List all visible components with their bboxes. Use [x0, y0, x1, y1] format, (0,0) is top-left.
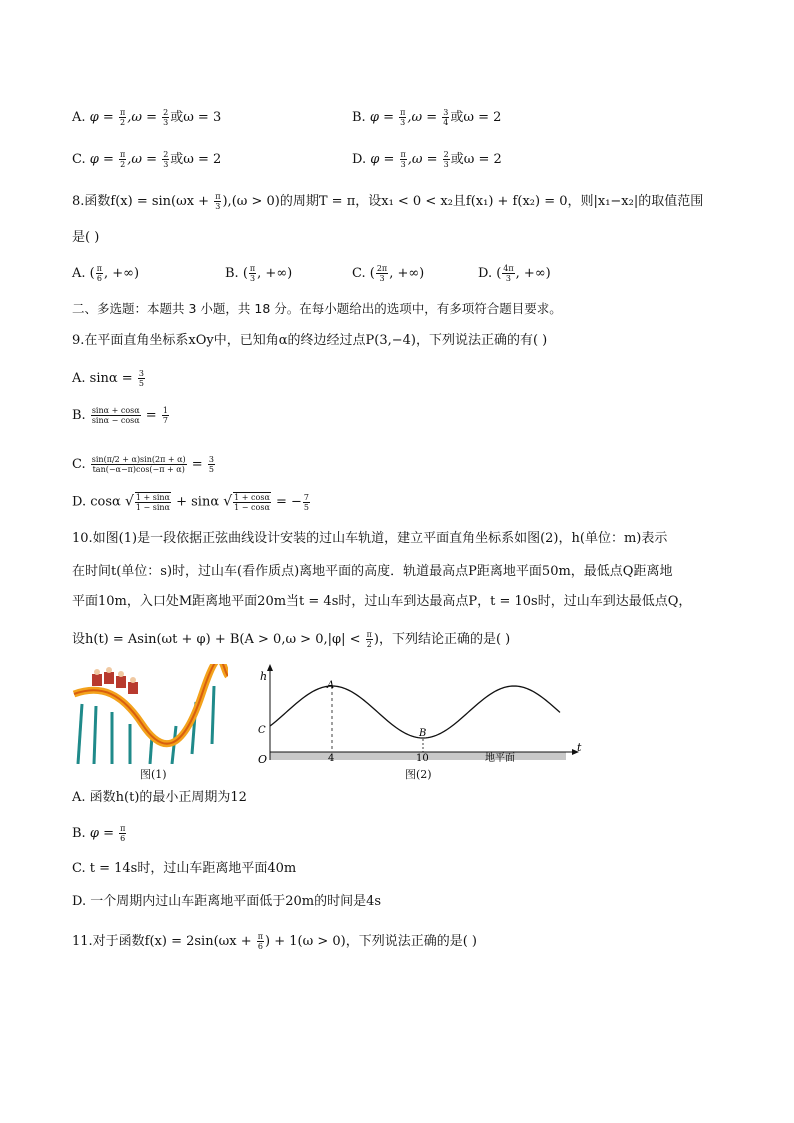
q8-stem-cont: 是( )	[72, 230, 100, 245]
section-heading-multi-choice: 二、多选题：本题共 3 小题，共 18 分。在每小题给出的选项中，有多项符合题目要求。	[72, 301, 562, 316]
sinusoid-graph	[250, 660, 590, 768]
q10-option-c: C. t = 14s时，过山车距离地平面40m	[72, 861, 297, 876]
h-axis-arrow	[267, 664, 273, 671]
q10-stem-line1: 10.如图(1)是一段依据正弦曲线设计安装的过山车轨道，建立平面直角坐标系如图(2)，h(单位：m)表示	[72, 531, 668, 546]
q10-stem-line2: 在时间t(单位：s)时，过山车(看作质点)离地平面的高度．轨道最高点P距离地平面50m，最低点Q距离地	[72, 564, 673, 579]
q9-stem: 9.在平面直角坐标系xOy中，已知角α的终边经过点P(3,−4)，下列说法正确的有( )	[72, 333, 548, 348]
q7-option-d: D. φ = $\frac{\pi}{3}$ ,ω = $\frac{2}{3}$ 或ω = 2	[352, 150, 502, 169]
point-a-label: A	[327, 680, 335, 691]
q9-option-c: C. $\frac{\sin(\pi/2 + \alpha)\sin(2\pi + \alpha)}{\tan(-\alpha-\pi)\cos(-\pi + \alpha)}$ = $\frac{3}{5}$	[72, 455, 214, 474]
q10-option-a: A. 函数h(t)的最小正周期为12	[72, 790, 247, 805]
origin-label: O	[258, 753, 268, 766]
ground-label: 地平面	[485, 753, 515, 764]
fig1-caption: 图(1)	[140, 768, 167, 781]
q11-stem: 11.对于函数f(x) = 2sin(ωx + $\frac{\pi}{6}$ ) + 1(ω > 0)，下列说法正确的是( )	[72, 932, 477, 951]
q7-option-c: C. φ = $\frac{\pi}{2}$ ,ω = $\frac{2}{3}$ 或ω = 2	[72, 150, 222, 169]
q8-option-c: C. ( $\frac{2\pi}{3}$ , +∞)	[352, 264, 425, 283]
sine-curve	[270, 686, 560, 738]
q10-option-d: D. 一个周期内过山车距离地平面低于20m的时间是4s	[72, 894, 382, 909]
tick-label-10: 10	[416, 753, 429, 764]
q9-option-d: D. cosα √ $\frac{1 + \sin\alpha}{1 - \sin\alpha}$ + sinα √ $\frac{1 + \cos\alpha}{1 - \cos\alpha}$ = − $\frac{7}{5}$	[72, 492, 310, 512]
q7-option-a: A. φ = $\frac{\pi}{2}$ ,ω = $\frac{2}{3}$ 或ω = 3	[72, 108, 222, 127]
point-c-label: C	[258, 725, 266, 736]
q8-option-a: A. ( $\frac{\pi}{6}$ , +∞)	[72, 264, 140, 283]
q9-option-b: B. $\frac{\sin\alpha + \cos\alpha}{\sin\alpha - \cos\alpha}$ = $\frac{1}{7}$	[72, 406, 168, 425]
q10-stem-line3: 平面10m，入口处M距离地平面20m当t = 4s时，过山车到达最高点P，t = 10s时，过山车到达最低点Q，	[72, 594, 692, 609]
tick-label-4: 4	[328, 753, 335, 764]
q10-stem-line4: 设h(t) = Asin(ωt + φ) + B(A > 0,ω > 0,|φ| < $\frac{\pi}{2}$ )，下列结论正确的是( )	[72, 630, 511, 649]
roller-coaster-photo	[72, 664, 228, 764]
q10-option-b: B. φ = $\frac{\pi}{6}$	[72, 824, 126, 843]
q8-option-b: B. ( $\frac{\pi}{3}$ , +∞)	[225, 264, 293, 283]
h-axis-label: h	[260, 670, 268, 683]
q7-option-b: B. φ = $\frac{\pi}{3}$ ,ω = $\frac{3}{4}$ 或ω = 2	[352, 108, 502, 127]
q9-option-a: A. sinα = $\frac{3}{5}$	[72, 369, 144, 388]
q8-option-d: D. ( $\frac{4\pi}{3}$ , +∞)	[478, 264, 551, 283]
point-b-label: B	[419, 728, 427, 739]
fig2-caption: 图(2)	[405, 768, 432, 781]
q8-stem: 8.函数f(x) = sin(ωx + $\frac{\pi}{3}$ ),(ω > 0)的周期T = π，设x₁ < 0 < x₂且f(x₁) + f(x₂) = 0，则|x₁−x₂|的取值范围	[72, 192, 704, 211]
t-axis-label: t	[577, 741, 582, 754]
